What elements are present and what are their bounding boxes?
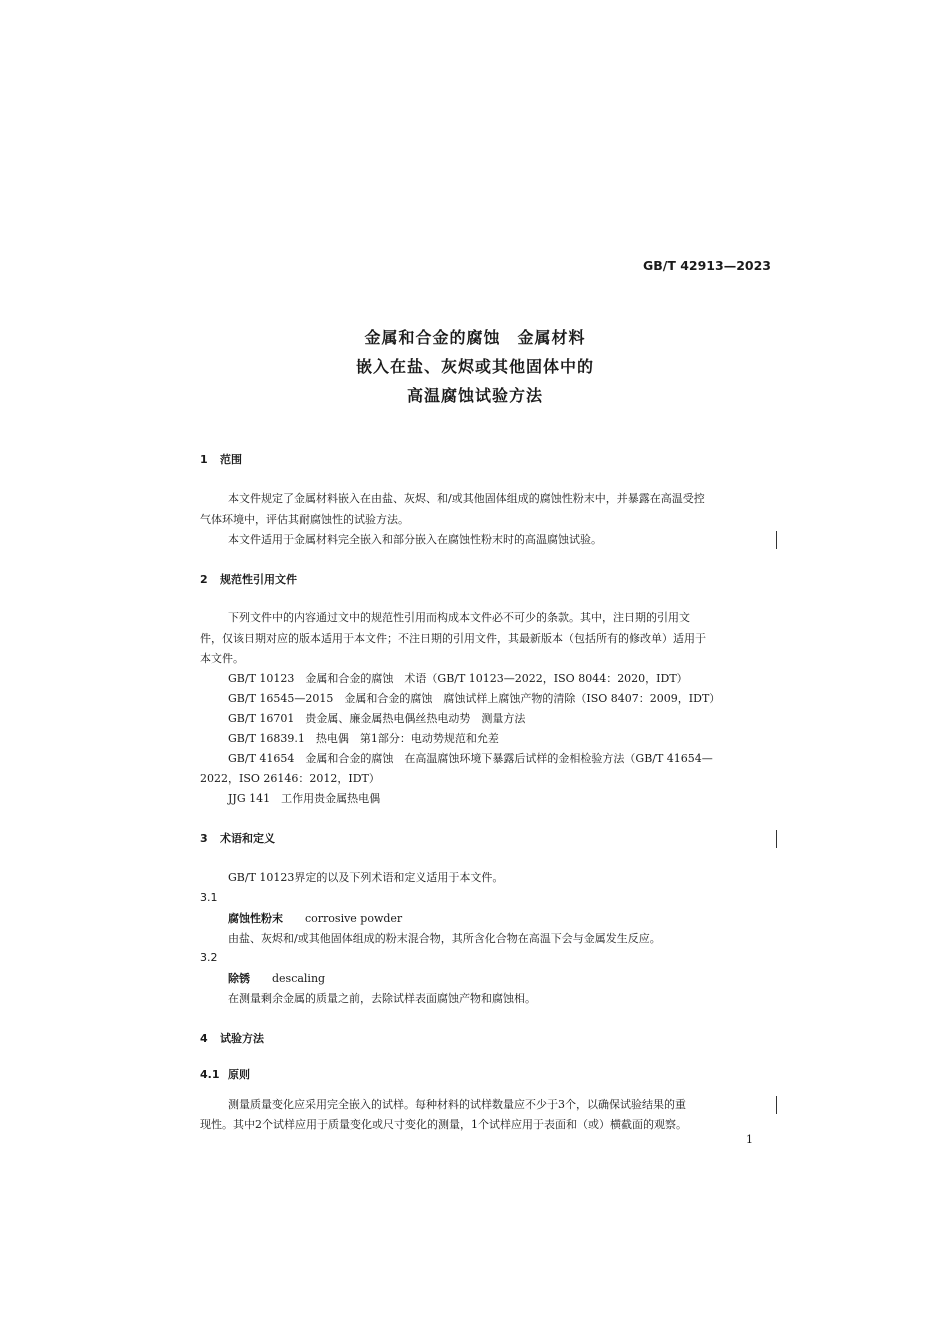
scope-para-2: 本文件适用于金属材料完全嵌入和部分嵌入在腐蚀性粉末时的高温腐蚀试验。 <box>228 533 602 546</box>
term-1-definition: 由盐、灰烬和/或其他固体组成的粉末混合物，其所含化合物在高温下会与金属发生反应。 <box>228 932 661 945</box>
section-title: 术语和定义 <box>220 832 275 845</box>
standard-code: GB/T 42913—2023 <box>642 258 771 273</box>
section-number: 2 <box>200 573 208 586</box>
subsection-number: 4.1 <box>200 1068 220 1081</box>
section-1-heading <box>200 451 242 467</box>
ref-item-1: GB/T 10123 金属和合金的腐蚀 术语（GB/T 10123—2022，ISO 8044：2020，IDT） <box>228 672 688 685</box>
page-number: 1 <box>746 1133 753 1146</box>
term-zh: 除锈 <box>228 972 250 985</box>
term-2-number: 3.2 <box>200 951 218 964</box>
term-1-name <box>228 910 402 926</box>
term-en: corrosive powder <box>305 912 403 925</box>
ref-item-2: GB/T 16545—2015 金属和合金的腐蚀 腐蚀试样上腐蚀产物的清除（ISO 8407：2009，IDT） <box>228 692 721 705</box>
terms-intro: GB/T 10123界定的以及下列术语和定义适用于本文件。 <box>228 871 504 884</box>
ref-item-5-line-1: GB/T 41654 金属和合金的腐蚀 在高温腐蚀环境下暴露后试样的金相检验方法（GB/T 41654— <box>228 752 713 765</box>
subsection-title: 原则 <box>228 1068 250 1081</box>
title-line-2: 嵌入在盐、灰烬或其他固体中的 <box>355 357 594 376</box>
term-2-name <box>228 970 325 986</box>
term-2-definition: 在测量剩余金属的质量之前，去除试样表面腐蚀产物和腐蚀相。 <box>228 992 536 1005</box>
change-bar <box>776 531 777 549</box>
ref-item-3: GB/T 16701 贵金属、廉金属热电偶丝热电动势 测量方法 <box>228 712 526 725</box>
change-bar <box>776 830 777 848</box>
section-2-heading <box>200 571 297 587</box>
principle-line-1: 测量质量变化应采用完全嵌入的试样。每种材料的试样数量应不少于3个，以确保试验结果的重 <box>228 1098 686 1111</box>
ref-item-5-line-2: 2022，ISO 26146：2012，IDT） <box>200 772 380 785</box>
term-zh: 腐蚀性粉末 <box>228 912 283 925</box>
section-title: 试验方法 <box>220 1032 264 1045</box>
section-3-heading <box>200 830 275 846</box>
section-4-heading <box>200 1030 264 1046</box>
change-bar <box>776 1096 777 1114</box>
term-en: descaling <box>272 972 326 985</box>
section-title: 范围 <box>220 453 242 466</box>
scope-para-1-line-2: 气体环境中，评估其耐腐蚀性的试验方法。 <box>200 513 409 526</box>
subsection-4-1-heading <box>200 1066 250 1082</box>
section-number: 3 <box>200 832 208 845</box>
title-line-3: 高温腐蚀试验方法 <box>406 386 543 405</box>
refs-intro-line-3: 本文件。 <box>200 652 244 665</box>
term-1-number: 3.1 <box>200 891 218 904</box>
principle-line-2: 现性。其中2个试样应用于质量变化或尺寸变化的测量，1个试样应用于表面和（或）横截面的观察。 <box>200 1118 687 1131</box>
refs-intro-line-2: 件，仅该日期对应的版本适用于本文件；不注日期的引用文件，其最新版本（包括所有的修改单）适用于 <box>200 632 706 645</box>
refs-intro-line-1: 下列文件中的内容通过文中的规范性引用而构成本文件必不可少的条款。其中，注日期的引用文 <box>228 611 690 624</box>
section-title: 规范性引用文件 <box>220 573 297 586</box>
title-line-1: 金属和合金的腐蚀 金属材料 <box>364 328 586 347</box>
section-number: 4 <box>200 1032 208 1045</box>
ref-item-6: JJG 141 工作用贵金属热电偶 <box>228 792 381 805</box>
scope-para-1-line-1: 本文件规定了金属材料嵌入在由盐、灰烬、和/或其他固体组成的腐蚀性粉末中，并暴露在高温受控 <box>228 492 705 505</box>
ref-item-4: GB/T 16839.1 热电偶 第1部分：电动势规范和允差 <box>228 732 499 745</box>
section-number: 1 <box>200 453 208 466</box>
